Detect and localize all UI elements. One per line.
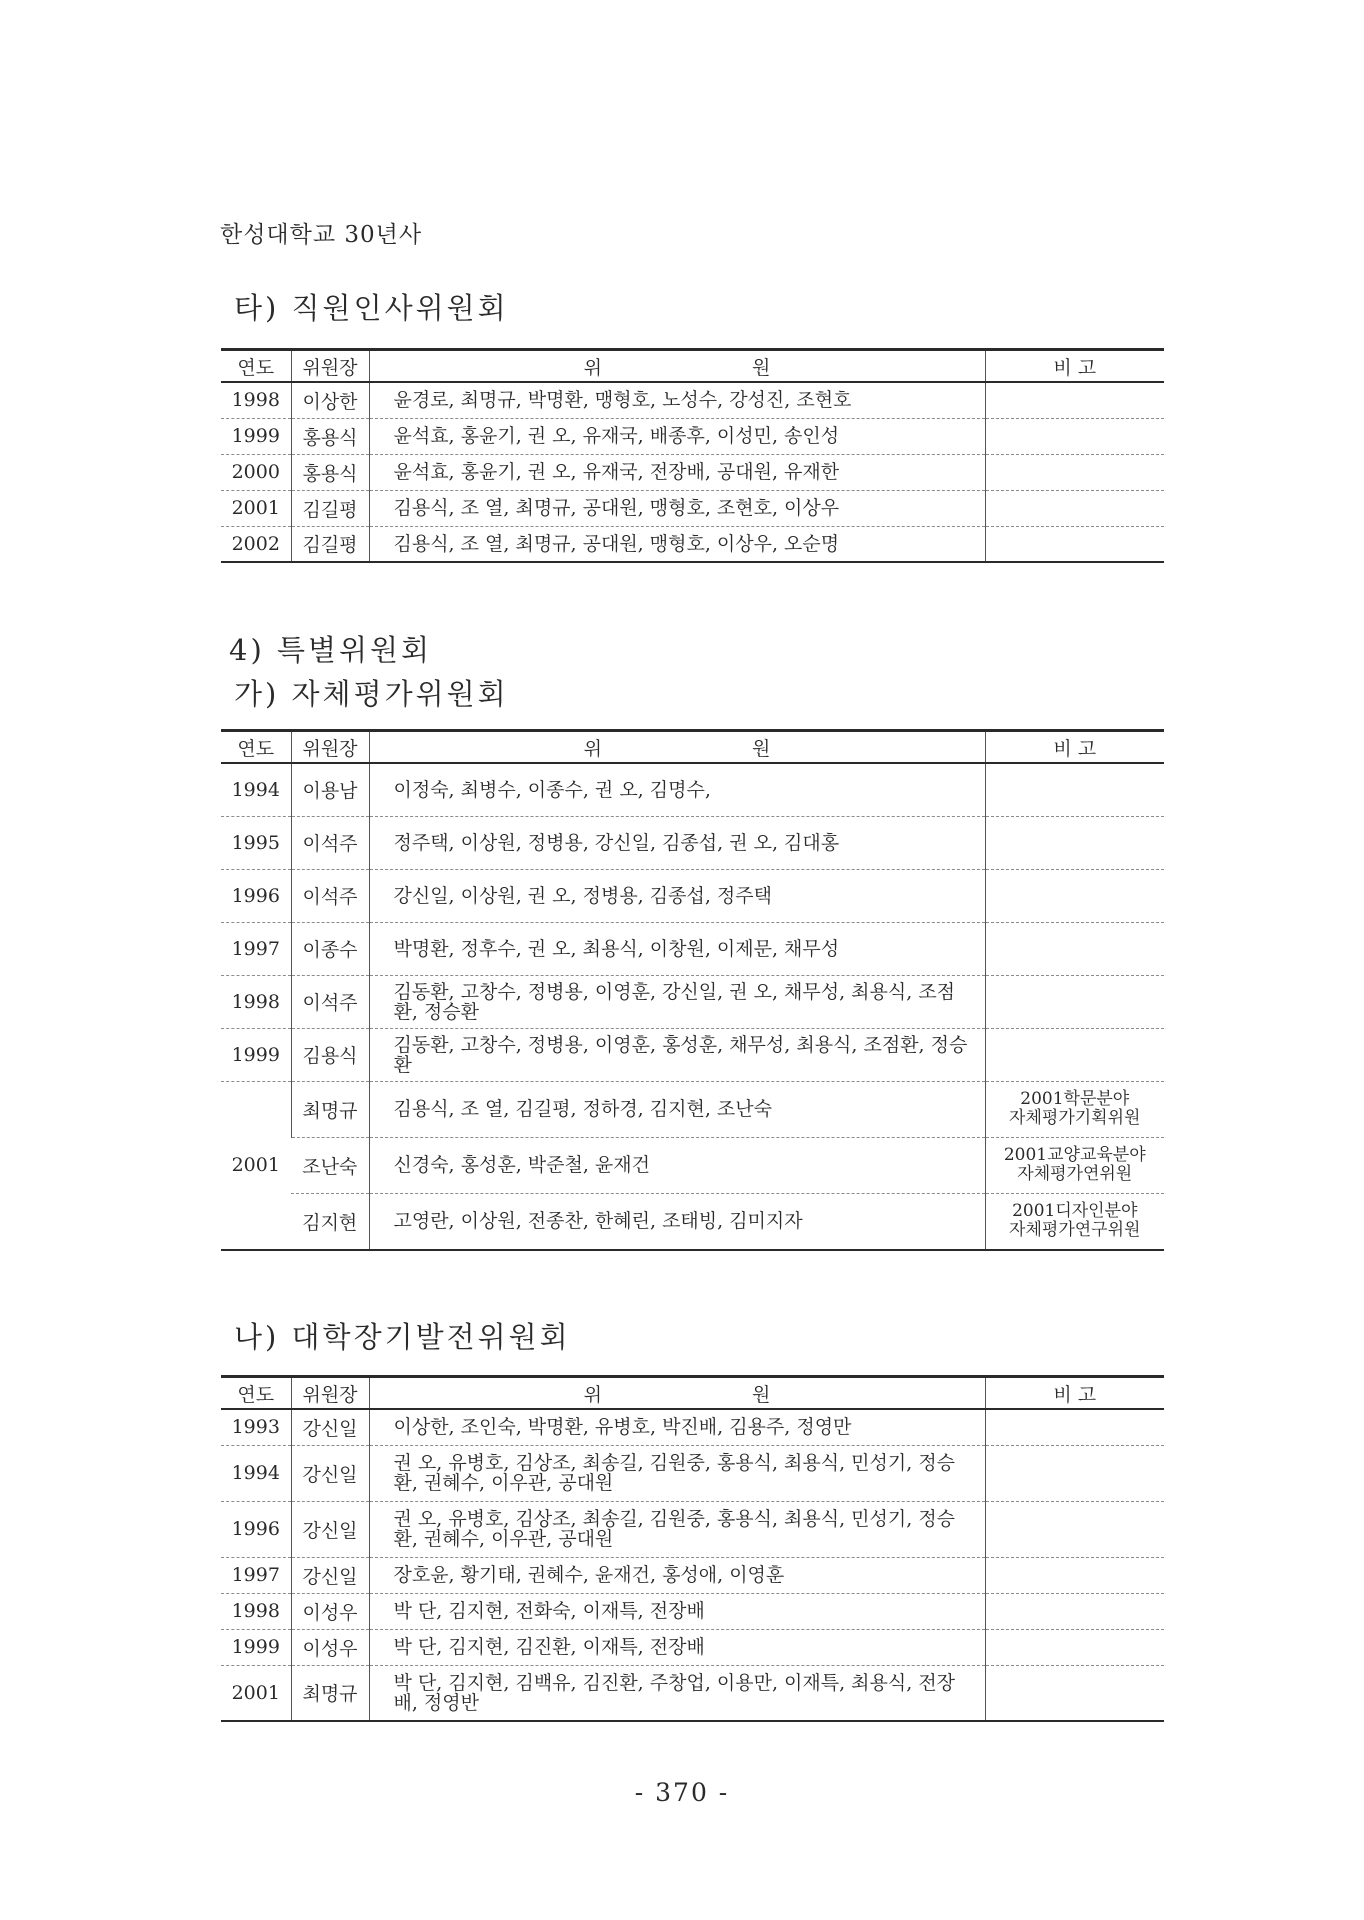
cell-note [985,1081,1164,1137]
cell-year: 1999 [221,418,291,454]
cell-chair: 최명규 [291,1665,369,1721]
table-row [221,1137,1164,1193]
cell-note [985,816,1164,869]
cell-note [985,1501,1164,1557]
header-note: 비 고 [985,350,1164,383]
cell-year: 2002 [221,526,291,562]
header-year: 연도 [221,1377,291,1410]
cell-year: 1999 [221,1028,291,1081]
cell-note [985,1593,1164,1629]
header-members-right: 원 [752,737,771,760]
cell-members: 김용식, 조 열, 김길평, 정하경, 김지현, 조난숙 [369,1081,985,1137]
cell-year: 1998 [221,975,291,1028]
header-members [369,731,985,764]
header-members-right: 원 [752,356,771,379]
table-row [221,869,1164,922]
table-staff-personnel-committee [221,348,1164,563]
cell-year: 2001 [221,1081,291,1250]
cell-note [985,1193,1164,1250]
table-row [221,490,1164,526]
cell-members: 강신일, 이상원, 권 오, 정병용, 김종섭, 정주택 [369,869,985,922]
cell-year: 1996 [221,1501,291,1557]
cell-members: 박 단, 김지현, 전화숙, 이재특, 전장배 [369,1593,985,1629]
note-line-2: 자체평가기획위원 [1009,1108,1141,1128]
note-line-2: 자체평가연위원 [1017,1164,1133,1184]
table-row [221,1193,1164,1250]
running-head: 한성대학교 30년사 [220,222,423,248]
cell-note [985,1137,1164,1193]
page-number: - 370 - [634,1778,730,1807]
cell-note [985,382,1164,418]
cell-year: 1997 [221,1557,291,1593]
heading-special-committees: 4) 특별위원회 [229,633,433,667]
cell-members: 장호윤, 황기태, 권혜수, 윤재건, 홍성애, 이영훈 [369,1557,985,1593]
cell-members: 윤경로, 최명규, 박명환, 맹형호, 노성수, 강성진, 조현호 [369,382,985,418]
cell-note [985,1409,1164,1445]
cell-note [985,1445,1164,1501]
cell-members: 권 오, 유병호, 김상조, 최송길, 김원중, 홍용식, 최용식, 민성기, 정승환, 권혜수, 이우관, 공대원 [369,1445,985,1501]
cell-members: 윤석효, 홍윤기, 권 오, 유재국, 배종후, 이성민, 송인성 [369,418,985,454]
header-members-left: 위 [583,737,602,760]
cell-chair: 김용식 [291,1028,369,1081]
cell-year: 1997 [221,922,291,975]
table-row [221,1629,1164,1665]
table-row [221,1445,1164,1501]
cell-note [985,763,1164,816]
cell-members: 이정숙, 최병수, 이종수, 권 오, 김명수, [369,763,985,816]
header-chair: 위원장 [291,350,369,383]
cell-members: 권 오, 유병호, 김상조, 최송길, 김원중, 홍용식, 최용식, 민성기, 정승환, 권혜수, 이우관, 공대원 [369,1501,985,1557]
cell-chair: 이종수 [291,922,369,975]
cell-chair: 강신일 [291,1557,369,1593]
cell-year: 1994 [221,1445,291,1501]
cell-members: 김용식, 조 열, 최명규, 공대원, 맹형호, 이상우, 오순명 [369,526,985,562]
table-header-row [221,731,1164,764]
cell-chair: 김길평 [291,526,369,562]
note-line-1: 2001교양교육분야 [1003,1145,1146,1165]
header-year: 연도 [221,350,291,383]
cell-year: 2001 [221,490,291,526]
heading-self-evaluation-committee: 가) 자체평가위원회 [234,677,509,711]
cell-members: 김동환, 고창수, 정병용, 이영훈, 홍성훈, 채무성, 최용식, 조점환, 정승환 [369,1028,985,1081]
table-row [221,1665,1164,1721]
cell-chair: 강신일 [291,1409,369,1445]
cell-year: 2000 [221,454,291,490]
header-members [369,350,985,383]
cell-year: 1993 [221,1409,291,1445]
cell-chair: 최명규 [291,1081,369,1137]
header-members [369,1377,985,1410]
table-row [221,1557,1164,1593]
cell-note [985,975,1164,1028]
cell-note [985,454,1164,490]
note-line-2: 자체평가연구위원 [1009,1220,1141,1241]
header-year: 연도 [221,731,291,764]
heading-long-term-development-committee: 나) 대학장기발전위원회 [234,1320,571,1354]
cell-chair: 홍용식 [291,454,369,490]
cell-note [985,922,1164,975]
cell-chair: 이성우 [291,1593,369,1629]
cell-note [985,1028,1164,1081]
cell-year: 2001 [221,1665,291,1721]
table-long-term-development-committee [221,1375,1164,1722]
table-row [221,454,1164,490]
cell-note [985,526,1164,562]
cell-year: 1994 [221,763,291,816]
header-members-right: 원 [752,1383,771,1406]
header-members-left: 위 [583,356,602,379]
cell-members: 정주택, 이상원, 정병용, 강신일, 김종섭, 권 오, 김대홍 [369,816,985,869]
cell-year: 1998 [221,382,291,418]
cell-members: 윤석효, 홍윤기, 권 오, 유재국, 전장배, 공대원, 유재한 [369,454,985,490]
table-header-row [221,350,1164,383]
cell-chair: 김지현 [291,1193,369,1250]
cell-members: 신경숙, 홍성훈, 박준철, 윤재건 [369,1137,985,1193]
table-row [221,1593,1164,1629]
table-row [221,763,1164,816]
cell-chair: 이석주 [291,975,369,1028]
table-row [221,922,1164,975]
cell-chair: 이상한 [291,382,369,418]
table-row [221,975,1164,1028]
table-row [221,1409,1164,1445]
cell-chair: 이용남 [291,763,369,816]
header-note: 비 고 [985,1377,1164,1410]
table-row [221,816,1164,869]
cell-members: 김동환, 고창수, 정병용, 이영훈, 강신일, 권 오, 채무성, 최용식, 조점환, 정승환 [369,975,985,1028]
cell-note [985,418,1164,454]
note-line-1: 2001학문분야 [1020,1089,1130,1109]
table-row [221,1028,1164,1081]
table-row [221,382,1164,418]
cell-members: 이상한, 조인숙, 박명환, 유병호, 박진배, 김용주, 정영만 [369,1409,985,1445]
note-line-1: 2001디자인분야 [1012,1201,1138,1222]
cell-note [985,1557,1164,1593]
table-self-evaluation-committee [221,729,1164,1251]
table-row [221,526,1164,562]
table-header-row [221,1377,1164,1410]
cell-members: 고영란, 이상원, 전종찬, 한혜린, 조태빙, 김미지자 [369,1193,985,1250]
cell-note [985,1665,1164,1721]
cell-members: 박명환, 정후수, 권 오, 최용식, 이창원, 이제문, 채무성 [369,922,985,975]
cell-chair: 김길평 [291,490,369,526]
cell-year: 1996 [221,869,291,922]
table-row [221,1081,1164,1137]
cell-note [985,490,1164,526]
cell-chair: 강신일 [291,1445,369,1501]
cell-chair: 이석주 [291,869,369,922]
cell-chair: 강신일 [291,1501,369,1557]
heading-staff-personnel-committee: 타) 직원인사위원회 [234,291,509,325]
cell-year: 1995 [221,816,291,869]
cell-chair: 이석주 [291,816,369,869]
header-chair: 위원장 [291,1377,369,1410]
table-row [221,418,1164,454]
cell-chair: 홍용식 [291,418,369,454]
cell-year: 1998 [221,1593,291,1629]
cell-note [985,869,1164,922]
header-note: 비 고 [985,731,1164,764]
header-chair: 위원장 [291,731,369,764]
cell-members: 박 단, 김지현, 김백유, 김진환, 주창업, 이용만, 이재특, 최용식, 전장배, 정영반 [369,1665,985,1721]
cell-members: 김용식, 조 열, 최명규, 공대원, 맹형호, 조현호, 이상우 [369,490,985,526]
header-members-left: 위 [583,1383,602,1406]
cell-year: 1999 [221,1629,291,1665]
table-row [221,1501,1164,1557]
cell-chair: 조난숙 [291,1137,369,1193]
cell-chair: 이성우 [291,1629,369,1665]
cell-note [985,1629,1164,1665]
cell-members: 박 단, 김지현, 김진환, 이재특, 전장배 [369,1629,985,1665]
